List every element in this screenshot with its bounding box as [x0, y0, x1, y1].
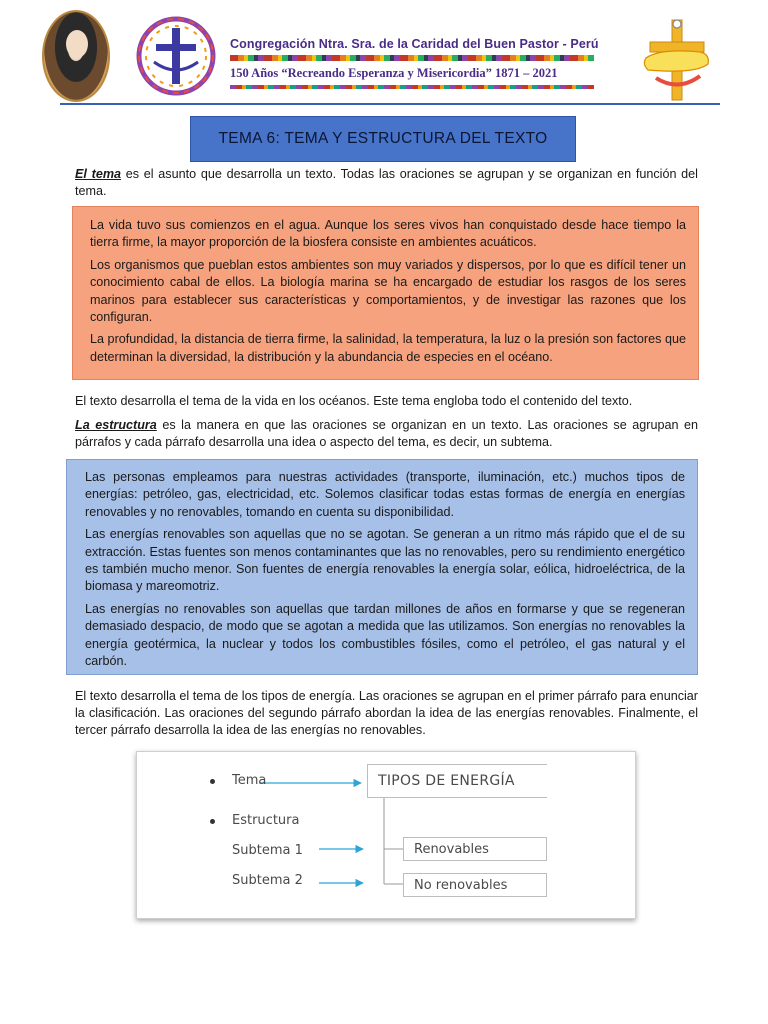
decorative-stripe-lower [230, 85, 594, 89]
congregation-seal-logo [136, 16, 216, 96]
decorative-stripe [230, 55, 594, 61]
bullet-icon [210, 819, 215, 824]
example2-paragraph-3: Las energías no renovables son aquellas que tardan millones de años en formarse y que se regeneran demasiado despacio, de modo que se agotan a medida que las utilizamos. Son energías no renovables la energía geotérmica, la nuclear y todos los combustibles fósiles, como el petróleo, el gas natural y el carbón. [85, 601, 685, 669]
example-text-oceans [72, 206, 699, 380]
anniversary-subtitle: 150 Años “Recreando Esperanza y Misericordia” 1871 – 2021 [230, 66, 558, 80]
founder-portrait [42, 10, 110, 102]
tema-node: TIPOS DE ENERGÍA [367, 764, 547, 798]
subtema1-node: Renovables [403, 837, 547, 861]
subtema2-label: Subtema 2 [232, 873, 303, 888]
example2-explanation: El texto desarrolla el tema de los tipos de energía. Las oraciones se agrupan en el primer párrafo para enunciar la clasificación. Las oraciones del segundo párrafo abordan la idea de las energías renovables. Finalmente, el tercer párrafo desarrolla la idea de las energías no renovables. [75, 689, 698, 737]
organization-title: Congregación Ntra. Sra. de la Caridad del Buen Pastor - Perú [230, 37, 599, 51]
header-divider [60, 103, 720, 105]
tema-definition [75, 166, 698, 200]
theme-structure-diagram [136, 751, 636, 919]
bullet-icon [210, 779, 215, 784]
tema-definition-text: es el asunto que desarrolla un texto. Todas las oraciones se agrupan y se organizan en función del tema. [75, 167, 698, 198]
page-header [0, 0, 768, 106]
gelicich-school-logo [640, 18, 712, 102]
example1-paragraph-2: Los organismos que pueblan estos ambientes son muy variados y dispersos, por lo que es difícil tener un conocimiento cabal de ellos. La biología marina se ha encargado de estudiar los rasgos de los seres marinos para establecer sus características y comportamientos, y de investigar las razones que los configuran. [90, 257, 686, 325]
subtema2-node: No renovables [403, 873, 547, 897]
topic-title: TEMA 6: TEMA Y ESTRUCTURA DEL TEXTO [218, 130, 548, 147]
tema-term: El tema [75, 167, 122, 181]
estructura-label: Estructura [232, 813, 300, 828]
topic-title-box [190, 116, 576, 162]
estructura-definition [75, 417, 698, 451]
example1-explanation: El texto desarrolla el tema de la vida en los océanos. Este tema engloba todo el contenido del texto. [75, 394, 633, 408]
example2-paragraph-1: Las personas empleamos para nuestras actividades (transporte, iluminación, etc.) muchos tipos de energías: petróleo, gas, electricidad, etc. Solemos clasificar todas estas formas de energía en energías renovables y no renovables, tomando en cuenta su disponibilidad. [85, 470, 685, 519]
tema-label: Tema [232, 773, 267, 788]
example-text-energy [66, 459, 698, 675]
example2-paragraph-2: Las energías renovables son aquellas que no se agotan. Se generan a un ritmo más rápido que el de su extracción. Estas fuentes son menos contaminantes que las no renovables, pero su rendimiento energético es también mucho menor. Son fuentes de energía renovables la energía solar, eólica, hidroeléctrica, de la biomasa y mareomotriz. [85, 527, 685, 594]
example1-paragraph-3: La profundidad, la distancia de tierra firme, la salinidad, la temperatura, la luz o la presión son factores que determinan la diversidad, la distribución y la abundancia de especies en el océano. [90, 332, 686, 364]
estructura-term: La estructura [75, 418, 157, 432]
example1-paragraph-1: La vida tuvo sus comienzos en el agua. Aunque los seres vivos han conquistado desde hace tiempo la tierra firme, la mayor proporción de la biosfera consiste en ambientes acuáticos. [90, 218, 686, 250]
estructura-definition-text: es la manera en que las oraciones se organizan en un texto. Las oraciones se agrupan en párrafos y cada párrafo desarrolla una idea o aspecto del tema, es decir, un subtema. [75, 418, 698, 449]
subtema1-label: Subtema 1 [232, 843, 303, 858]
